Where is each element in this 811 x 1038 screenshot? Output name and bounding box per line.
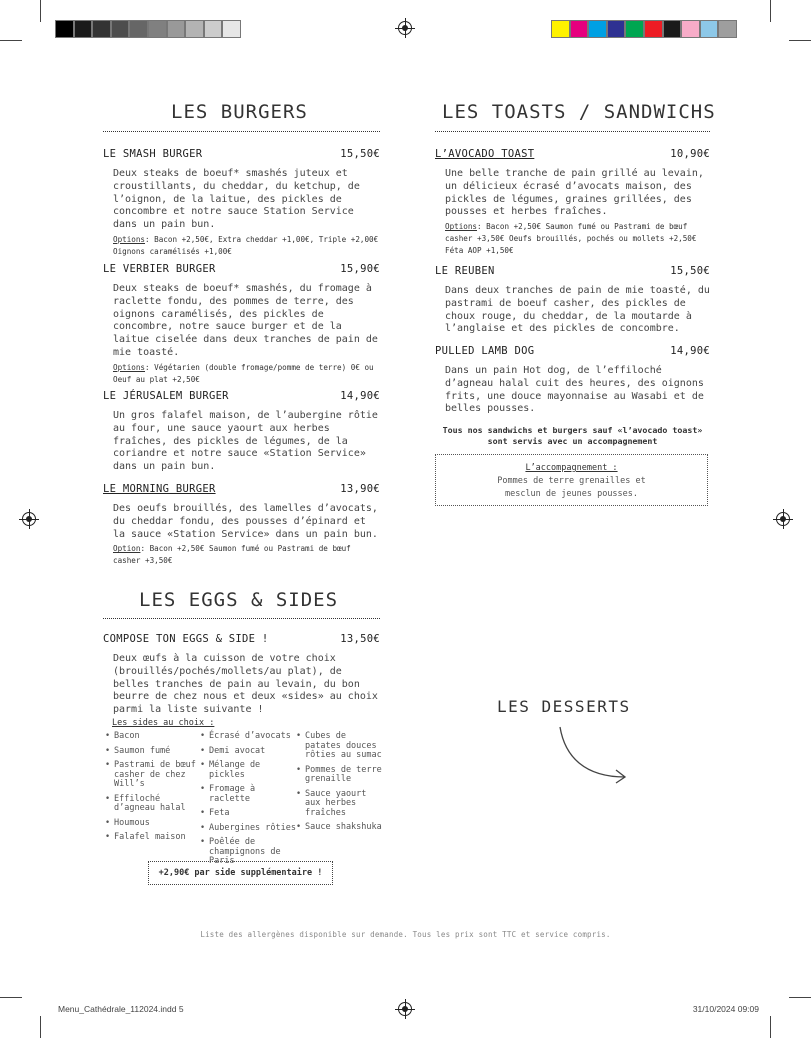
crop-mark bbox=[40, 1016, 41, 1038]
gray-color-bar bbox=[55, 20, 241, 38]
toasts-divider bbox=[435, 131, 710, 132]
item-description: Deux œufs à la cuisson de votre choix (brouillés/pochés/mollets/au plat), de belles tranches de pain au levain, du bon beurre de chez nous et deux «sides» au choix parmi la liste suivante ! bbox=[113, 653, 378, 716]
color-swatch bbox=[700, 20, 719, 38]
sides-label: Les sides au choix : bbox=[112, 718, 215, 728]
item-price: 14,90€ bbox=[670, 345, 710, 357]
color-swatch bbox=[607, 20, 626, 38]
color-swatch bbox=[204, 20, 223, 38]
burgers-section-title: LES BURGERS bbox=[171, 101, 308, 123]
desserts-title: LES DESSERTS bbox=[497, 697, 631, 716]
side-item: • Fromage à raclette bbox=[200, 785, 300, 804]
item-options: Option: Bacon +2,50€ Saumon fumé ou Pastrami de bœuf casher +3,50€ bbox=[113, 544, 351, 566]
crop-mark bbox=[0, 40, 22, 41]
item-description: Un gros falafel maison, de l’aubergine rôtie au four, une sauce yaourt aux herbes fraîches, des pickles de légumes, de la coriandre et notre sauce «Station Service» dans un pain bun. bbox=[113, 410, 378, 473]
menu-item bbox=[435, 345, 710, 416]
supplement-box: +2,90€ par side supplémentaire ! bbox=[148, 861, 333, 885]
item-price: 14,90€ bbox=[340, 390, 380, 402]
registration-mark-icon bbox=[22, 512, 36, 526]
color-swatch bbox=[167, 20, 186, 38]
menu-item bbox=[103, 263, 380, 386]
item-price: 15,90€ bbox=[340, 263, 380, 275]
sides-list bbox=[200, 732, 300, 872]
crop-mark bbox=[770, 1016, 771, 1038]
item-description: Dans un pain Hot dog, de l’effiloché d’agneau halal cuit des heures, des oignons frits, une douce mayonnaise au Wasabi et de belles pousses. bbox=[445, 365, 704, 415]
eggs-divider bbox=[103, 618, 380, 619]
item-price: 15,50€ bbox=[670, 265, 710, 277]
registration-mark-icon bbox=[398, 1002, 412, 1016]
side-item: • Poêlée de champignons de Paris bbox=[200, 838, 300, 867]
accompaniment-text: Pommes de terre grenailles et mesclun de jeunes pousses. bbox=[497, 476, 646, 499]
accompaniment-title: L’accompagnement : bbox=[525, 463, 618, 473]
menu-item bbox=[103, 633, 380, 717]
item-name: LE VERBIER BURGER bbox=[103, 263, 216, 275]
color-swatch bbox=[185, 20, 204, 38]
color-swatch bbox=[663, 20, 682, 38]
item-name: COMPOSE TON EGGS & SIDE ! bbox=[103, 633, 269, 645]
side-item: • Sauce yaourt aux herbes fraîches bbox=[296, 790, 384, 819]
side-item: • Sauce shakshuka bbox=[296, 823, 384, 833]
crop-mark bbox=[789, 997, 811, 998]
color-swatch bbox=[625, 20, 644, 38]
item-description: Dans deux tranches de pain de mie toasté, du pastrami de boeuf casher, des pickles de choux rouge, du cheddar, de la moutarde à l’anglaise et des pickles de concombre. bbox=[445, 285, 710, 335]
side-item: • Aubergines rôties bbox=[200, 824, 300, 834]
side-item: • Demi avocat bbox=[200, 747, 300, 757]
crop-mark bbox=[789, 40, 811, 41]
color-swatch bbox=[222, 20, 241, 38]
item-description: Des oeufs brouillés, des lamelles d’avocats, du cheddar fondu, des pousses d’épinard et la sauce «Station Service» dans un pain bun. bbox=[113, 503, 378, 540]
burgers-divider bbox=[103, 131, 380, 132]
crop-mark bbox=[770, 0, 771, 22]
item-name: LE JÉRUSALEM BURGER bbox=[103, 390, 229, 402]
side-item: • Houmous bbox=[105, 819, 200, 829]
registration-mark-icon bbox=[776, 512, 790, 526]
color-swatch bbox=[148, 20, 167, 38]
arrow-icon bbox=[550, 722, 630, 792]
sides-list bbox=[105, 732, 200, 848]
item-description: Deux steaks de boeuf* smashés juteux et croustillants, du cheddar, du ketchup, de l’oignon, de la laitue, des pickles de concombre et notre sauce Station Service dans un pain bun. bbox=[113, 168, 360, 231]
footer-date: 31/10/2024 09:09 bbox=[692, 1004, 759, 1014]
item-options: Options: Végétarien (double fromage/pomme de terre) 0€ ou Oeuf au plat +2,50€ bbox=[113, 362, 374, 384]
sides-list bbox=[296, 732, 384, 838]
menu-item bbox=[103, 148, 380, 258]
footer-filename: Menu_Cathédrale_112024.indd 5 bbox=[58, 1004, 184, 1014]
color-bar bbox=[551, 20, 737, 38]
accompaniment-box bbox=[435, 454, 708, 506]
item-options: Options: Bacon +2,50€ Saumon fumé ou Pastrami de bœuf casher +3,50€ Oeufs brouillés, pochés ou mollets +2,50€ Féta AOP +1,50€ bbox=[445, 222, 697, 256]
item-description: Une belle tranche de pain grillé au levain, un délicieux écrasé d’avocats maison, des pickles de légumes, graines grillées, des pousses et herbes fraîches. bbox=[445, 168, 704, 218]
color-swatch bbox=[551, 20, 570, 38]
item-price: 13,90€ bbox=[340, 483, 380, 495]
menu-item bbox=[103, 483, 380, 567]
toasts-section-title: LES TOASTS / SANDWICHS bbox=[442, 101, 716, 123]
color-swatch bbox=[92, 20, 111, 38]
side-item: • Pastrami de bœuf casher de chez Will’s bbox=[105, 761, 200, 790]
color-swatch bbox=[681, 20, 700, 38]
item-name: LE SMASH BURGER bbox=[103, 148, 203, 160]
item-price: 13,50€ bbox=[340, 633, 380, 645]
item-options: Options: Bacon +2,50€, Extra cheddar +1,00€, Triple +2,00€ Oignons caramélisés +1,00€ bbox=[113, 234, 379, 256]
eggs-section-title: LES EGGS & SIDES bbox=[139, 589, 339, 611]
item-name: L’AVOCADO TOAST bbox=[435, 148, 535, 160]
crop-mark bbox=[40, 0, 41, 22]
side-item: • Saumon fumé bbox=[105, 747, 200, 757]
color-swatch bbox=[644, 20, 663, 38]
crop-mark bbox=[0, 997, 22, 998]
item-name: LE MORNING BURGER bbox=[103, 483, 216, 495]
item-name: LE REUBEN bbox=[435, 265, 495, 277]
color-swatch bbox=[588, 20, 607, 38]
color-swatch bbox=[55, 20, 74, 38]
item-price: 15,50€ bbox=[340, 148, 380, 160]
color-swatch bbox=[129, 20, 148, 38]
side-item: • Effiloché d’agneau halal bbox=[105, 795, 200, 814]
menu-item bbox=[103, 390, 380, 474]
allergen-notice: Liste des allergènes disponible sur demande. Tous les prix sont TTC et service compris. bbox=[200, 930, 611, 939]
item-description: Deux steaks de boeuf* smashés, du fromage à raclette fondu, des pommes de terre, des oignons caramélisés, des pickles de concombre, notre sauce burger et de la laitue ciselée dans deux tranches de pain de mie toasté. bbox=[113, 283, 378, 358]
side-item: • Mélange de pickles bbox=[200, 761, 300, 780]
side-item: • Bacon bbox=[105, 732, 200, 742]
registration-mark-icon bbox=[398, 21, 412, 35]
side-item: • Écrasé d’avocats bbox=[200, 732, 300, 742]
accompaniment-note: Tous nos sandwichs et burgers sauf «l’avocado toast» sont servis avec un accompagnement bbox=[442, 425, 703, 446]
menu-item bbox=[435, 148, 710, 257]
color-swatch bbox=[570, 20, 589, 38]
color-swatch bbox=[74, 20, 93, 38]
menu-item bbox=[435, 265, 710, 336]
item-price: 10,90€ bbox=[670, 148, 710, 160]
side-item: • Falafel maison bbox=[105, 833, 200, 843]
color-swatch bbox=[718, 20, 737, 38]
item-name: PULLED LAMB DOG bbox=[435, 345, 535, 357]
side-item: • Feta bbox=[200, 809, 300, 819]
side-item: • Pommes de terre grenaille bbox=[296, 766, 384, 785]
color-swatch bbox=[111, 20, 130, 38]
side-item: • Cubes de patates douces rôties au sumac bbox=[296, 732, 384, 761]
